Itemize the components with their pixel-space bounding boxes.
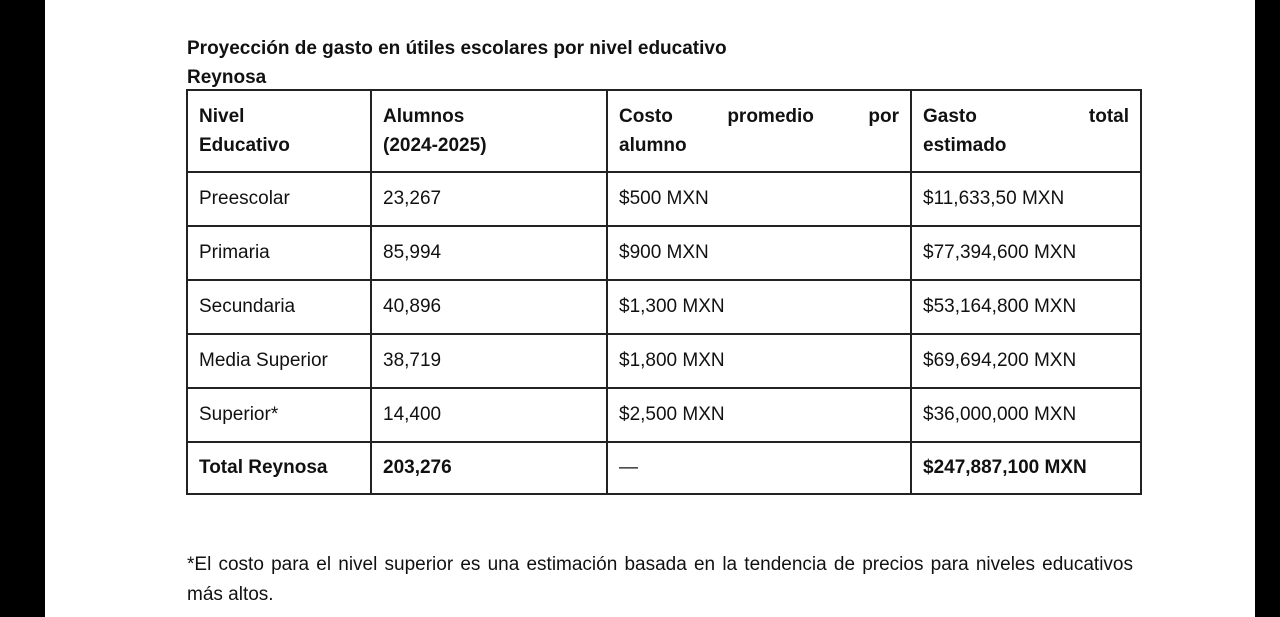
header-alumnos: Alumnos (2024-2025) <box>371 90 607 172</box>
cell-alumnos: 40,896 <box>371 280 607 334</box>
document-page <box>45 0 1255 617</box>
header-costo: Costo promedio por alumno <box>607 90 911 172</box>
cell-costo: $1,800 MXN <box>607 334 911 388</box>
cell-costo: $900 MXN <box>607 226 911 280</box>
document-title <box>187 34 727 92</box>
table-row <box>187 334 1141 388</box>
cell-costo: $500 MXN <box>607 172 911 226</box>
table-row <box>187 172 1141 226</box>
cell-alumnos: 38,719 <box>371 334 607 388</box>
cell-alumnos: 85,994 <box>371 226 607 280</box>
cell-nivel: Primaria <box>187 226 371 280</box>
cell-nivel: Media Superior <box>187 334 371 388</box>
cell-nivel: Superior* <box>187 388 371 442</box>
total-gasto: $247,887,100 MXN <box>911 442 1141 494</box>
cell-costo: $1,300 MXN <box>607 280 911 334</box>
table-row <box>187 280 1141 334</box>
cell-costo: $2,500 MXN <box>607 388 911 442</box>
cell-nivel: Preescolar <box>187 172 371 226</box>
table-total-row <box>187 442 1141 494</box>
cell-gasto: $36,000,000 MXN <box>911 388 1141 442</box>
table-header-row <box>187 90 1141 172</box>
total-nivel: Total Reynosa <box>187 442 371 494</box>
title-line-1: Proyección de gasto en útiles escolares por nivel educativo <box>187 38 727 59</box>
cell-gasto: $69,694,200 MXN <box>911 334 1141 388</box>
header-gasto: Gasto total estimado <box>911 90 1141 172</box>
table-row <box>187 226 1141 280</box>
table-row <box>187 388 1141 442</box>
expense-table <box>186 89 1142 495</box>
cell-gasto: $11,633,50 MXN <box>911 172 1141 226</box>
header-nivel: Nivel Educativo <box>187 90 371 172</box>
footnote: *El costo para el nivel superior es una estimación basada en la tendencia de precios para niveles educativos más altos. <box>187 554 1133 605</box>
cell-gasto: $53,164,800 MXN <box>911 280 1141 334</box>
cell-alumnos: 23,267 <box>371 172 607 226</box>
cell-alumnos: 14,400 <box>371 388 607 442</box>
total-costo: — <box>607 442 911 494</box>
total-alumnos: 203,276 <box>371 442 607 494</box>
cell-nivel: Secundaria <box>187 280 371 334</box>
title-line-2: Reynosa <box>187 67 267 88</box>
cell-gasto: $77,394,600 MXN <box>911 226 1141 280</box>
